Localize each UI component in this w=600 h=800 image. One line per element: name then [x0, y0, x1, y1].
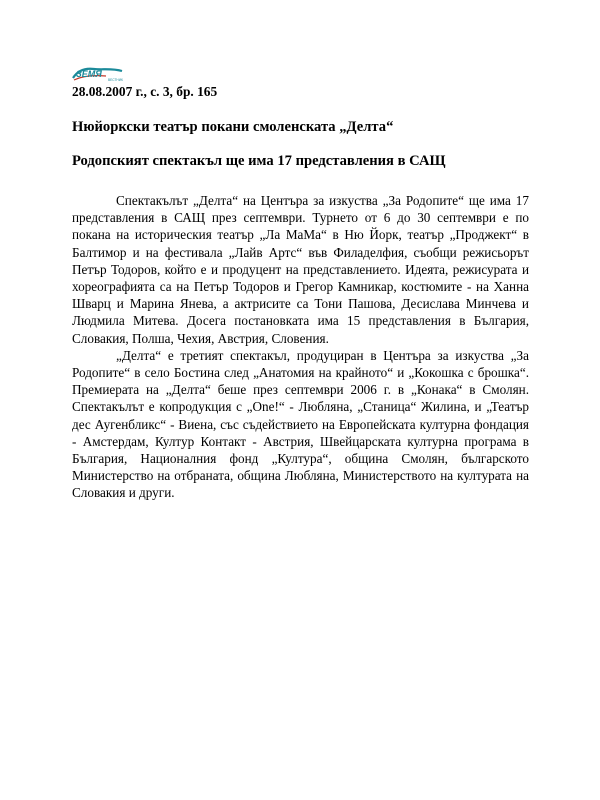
body-paragraph: Спектакълът „Делта“ на Центъра за изкуства „За Родопите“ ще има 17 представления в САЩ през септември. Турнето от 6 до 30 септември е по покана на историческия театър „Ла МаМа“ в Ню Йорк, театър „Проджект“ в Балтимор и на фестивала „Лайв Артс“ във Филаделфия, съобщи режисьорът Петър Тодоров, който е и продуцент на представлението. Идеята, режисурата и хореографията са на Петър Тодоров и Грегор Камникар, костюмите - на Ханна Шварц и Марина Янева, а актрисите са Тони Пашова, Десислава Минчева и Людмила Митева. Досега постановката има 15 представления в България, Словакия, Полша, Чехия, Австрия, Словения.	[72, 193, 529, 346]
body-paragraph: „Делта“ е третият спектакъл, продуциран в Центъра за изкуства „За Родопите“ в село Бостина след „Анатомия на крайното“ и „Кокошка с брошка“. Премиерата на „Делта“ беше през септември 2006 г. в „Конака“ в Смолян. Спектакълът е копродукция с „One!“ - Любляна, „Станица“ Жилина, и „Театър дес Аугенбликс“ - Виена, със съдействието на Европейската културна фондация - Амстердам, Култур Контакт - Австрия, Швейцарската културна програма в България, Националния фонд „Култура“, община Смолян, българското Министерство на отбраната, община Любляна, Министерството на културата на Словакия и други.	[72, 347, 529, 501]
logo-tagline: ВЕСТНИК	[108, 78, 123, 82]
article-body	[72, 192, 529, 502]
logo-wordmark: ЗЕМЯ	[76, 69, 102, 79]
article-headline: Нюйоркски театър покани смоленската „Делта“	[72, 119, 394, 135]
newspaper-logo	[72, 66, 124, 82]
newspaper-logo-icon	[72, 66, 124, 82]
publication-dateline: 28.08.2007 г., с. 3, бр. 165	[72, 84, 218, 99]
article-subheadline: Родопският спектакъл ще има 17 представления в САЩ	[72, 153, 446, 169]
